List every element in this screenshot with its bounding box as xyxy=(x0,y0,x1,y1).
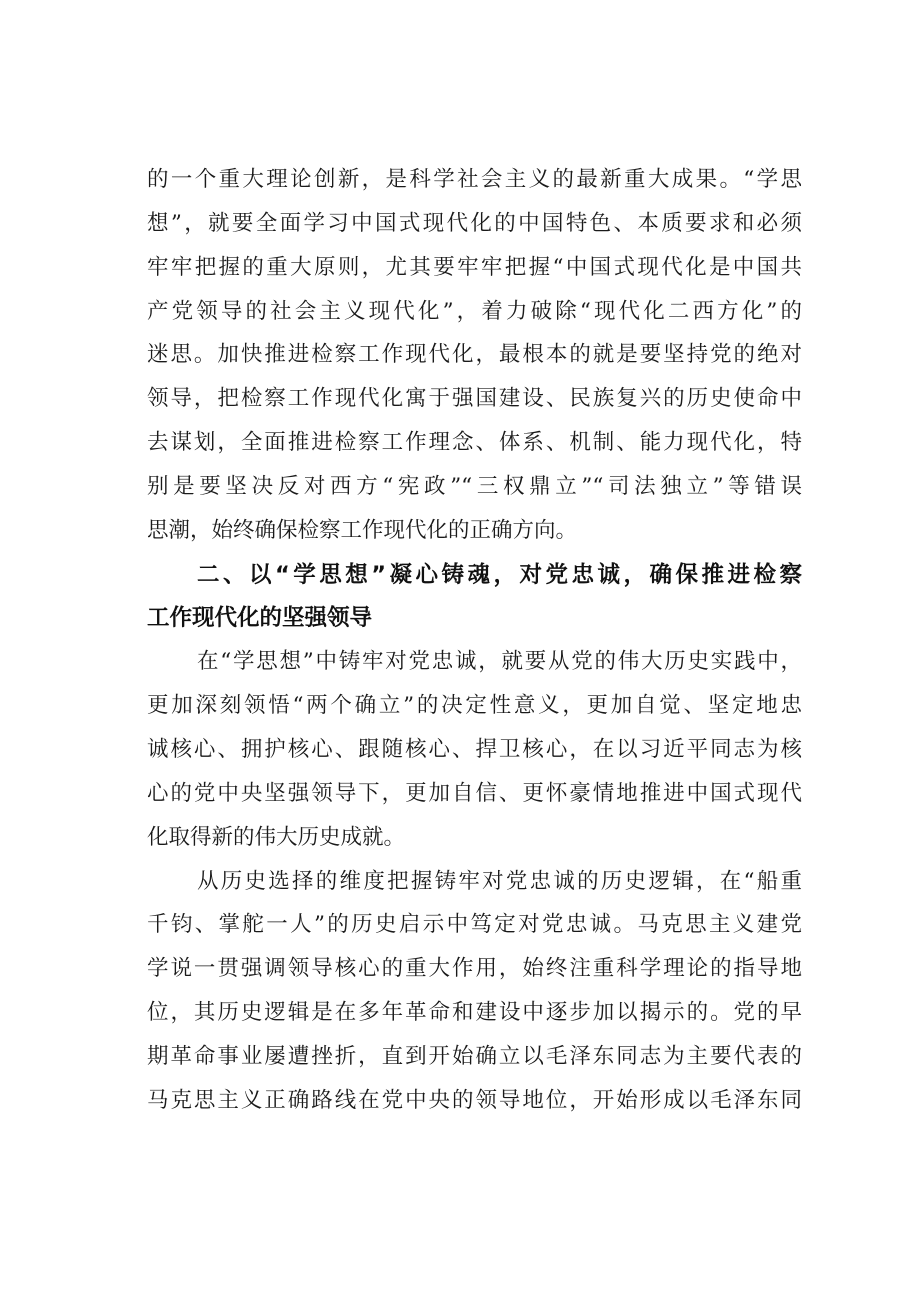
paragraph-line: 牢牢把握的重大原则，尤其要牢牢把握“中国式现代化是中国共 xyxy=(147,255,802,280)
paragraph-line: 的一个重大理论创新，是科学社会主义的最新重大成果。“学思 xyxy=(147,167,802,192)
paragraph-line: 位，其历史逻辑是在多年革命和建设中逐步加以揭示的。党的早 xyxy=(147,1000,802,1025)
paragraph-line: 迷思。加快推进检察工作现代化，最根本的就是要坚持党的绝对 xyxy=(147,342,802,367)
paragraph-line: 更加深刻领悟“两个确立”的决定性意义，更加自觉、坚定地忠 xyxy=(147,693,802,718)
paragraph-line: 马克思主义正确路线在党中央的领导地位，开始形成以毛泽东同 xyxy=(147,1088,802,1113)
paragraph-line: 学说一贯强调领导核心的重大作用，始终注重科学理论的指导地 xyxy=(147,956,802,981)
paragraph-line: 产党领导的社会主义现代化”，着力破除“现代化二西方化”的 xyxy=(147,299,802,324)
paragraph-line: 想”，就要全面学习中国式现代化的中国特色、本质要求和必须 xyxy=(147,211,802,236)
paragraph-line: 化取得新的伟大历史成就。 xyxy=(147,825,406,850)
paragraph-line: 思潮，始终确保检察工作现代化的正确方向。 xyxy=(147,518,578,543)
paragraph-line: 期革命事业屡遭挫折，直到开始确立以毛泽东同志为主要代表的 xyxy=(147,1044,802,1069)
paragraph-line: 别是要坚决反对西方“宪政”“三权鼎立”“司法独立”等错误 xyxy=(147,474,802,499)
paragraph-line: 千钧、掌舵一人”的历史启示中笃定对党忠诚。马克思主义建党 xyxy=(147,912,802,937)
section-heading: 二、以“学思想”凝心铸魂，对党忠诚，确保推进检察 xyxy=(197,562,802,588)
paragraph-line: 在“学思想”中铸牢对党忠诚，就要从党的伟大历史实践中， xyxy=(197,649,802,674)
paragraph-line: 领导，把检察工作现代化寓于强国建设、民族复兴的历史使命中 xyxy=(147,386,802,411)
paragraph-line: 心的党中央坚强领导下，更加自信、更怀豪情地推进中国式现代 xyxy=(147,781,802,806)
paragraph-line: 去谋划，全面推进检察工作理念、体系、机制、能力现代化，特 xyxy=(147,430,802,455)
paragraph-line: 诚核心、拥护核心、跟随核心、捍卫核心，在以习近平同志为核 xyxy=(147,737,802,762)
paragraph-line: 从历史选择的维度把握铸牢对党忠诚的历史逻辑，在“船重 xyxy=(197,869,802,894)
section-heading: 工作现代化的坚强领导 xyxy=(147,605,373,631)
